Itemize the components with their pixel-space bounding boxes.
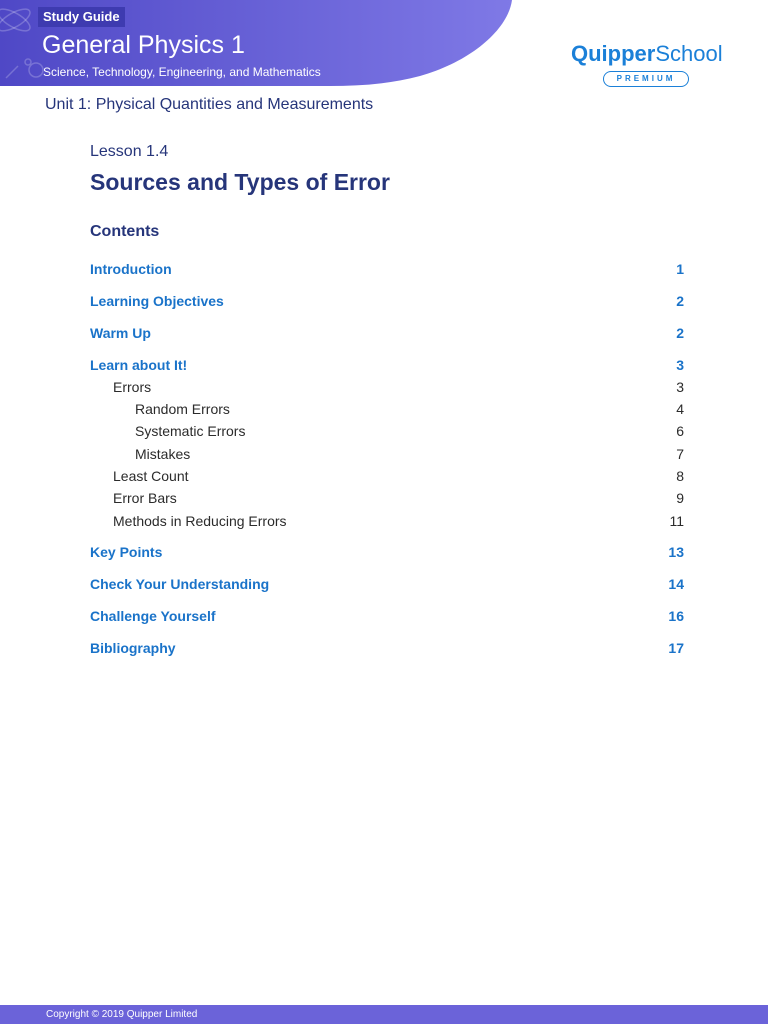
toc-item-page: 13 [668,544,684,560]
toc-item-label: Learn about It! [90,357,188,373]
toc-item-warm-up[interactable] [90,323,684,343]
logo-wordmark [571,40,723,68]
toc-item-key-points[interactable] [90,542,684,562]
quipper-school-logo [571,40,723,90]
toc-item-page: 14 [668,576,684,592]
toc-item-page: 4 [676,401,684,417]
toc-item-bibliography[interactable] [90,638,684,658]
toc-item-page: 1 [676,261,684,277]
toc-item-check-your-understanding[interactable] [90,574,684,594]
toc-item-errors[interactable] [90,377,684,397]
footer-bar [0,1005,768,1024]
toc-item-page: 6 [676,423,684,439]
premium-badge: PREMIUM [603,71,689,87]
logo-word-quipper: Quipper [571,41,656,66]
toc-item-page: 3 [676,379,684,395]
unit-heading: Unit 1: Physical Quantities and Measurements [45,96,374,113]
toc-item-learn-about-it[interactable] [90,355,684,375]
toc-item-introduction[interactable] [90,259,684,279]
toc-item-page: 8 [676,468,684,484]
toc-item-page: 2 [676,325,684,341]
page-title: Sources and Types of Error [90,169,390,195]
toc-item-challenge-yourself[interactable] [90,606,684,626]
logo-word-school: School [655,41,723,66]
toc-item-label: Learning Objectives [90,293,224,309]
subject-title: General Physics 1 [42,31,245,59]
toc-item-page: 9 [676,490,684,506]
toc-item-error-bars[interactable] [90,488,684,508]
toc-item-label: Introduction [90,261,172,277]
toc-item-learning-objectives[interactable] [90,291,684,311]
toc-item-label: Least Count [113,468,189,484]
toc-item-label: Challenge Yourself [90,608,216,624]
toc-item-label: Error Bars [113,490,177,506]
toc-item-label: Errors [113,379,152,395]
toc-item-least-count[interactable] [90,466,684,486]
toc-item-label: Systematic Errors [135,423,246,439]
toc-item-label: Check Your Understanding [90,576,270,592]
toc-item-random-errors[interactable] [90,399,684,419]
toc-item-label: Mistakes [135,446,191,462]
copyright-text: Copyright © 2019 Quipper Limited [46,1009,198,1020]
toc-item-label: Key Points [90,544,163,560]
toc-item-page: 3 [676,357,684,373]
toc-item-mistakes[interactable] [90,444,684,464]
header-banner [0,0,512,86]
toc-item-page: 11 [669,513,684,529]
lesson-number: Lesson 1.4 [90,143,169,160]
toc-item-systematic-errors[interactable] [90,421,684,441]
toc-item-page: 7 [676,446,684,462]
toc-item-label: Warm Up [90,325,151,341]
toc-item-page: 2 [676,293,684,309]
toc-item-label: Methods in Reducing Errors [113,513,287,529]
toc-item-label: Random Errors [135,401,230,417]
toc-item-label: Bibliography [90,640,176,656]
contents-heading: Contents [90,223,160,240]
study-guide-tag: Study Guide [38,7,125,27]
toc-item-page: 16 [668,608,684,624]
track-subtitle: Science, Technology, Engineering, and Mathematics [43,65,321,79]
toc-item-methods-reducing-errors[interactable] [90,511,684,531]
toc-item-page: 17 [668,640,684,656]
